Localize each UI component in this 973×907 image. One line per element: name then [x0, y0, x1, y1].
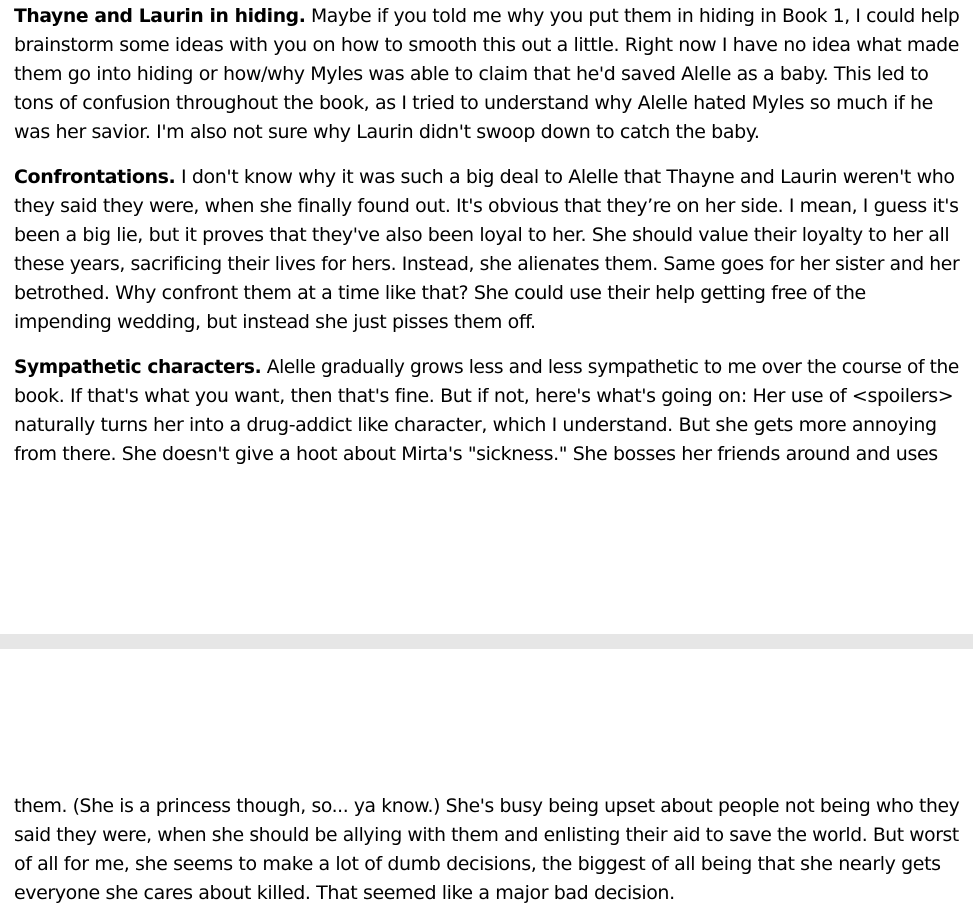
paragraph-line: was her savior. I'm also not sure why Laurin didn't swoop down to catch the baby.: [14, 121, 760, 143]
paragraph-line: from there. She doesn't give a hoot about Mirta's "sickness." She bosses her friends around and uses: [14, 443, 938, 465]
paragraph-continuation: [14, 792, 959, 907]
paragraph-heading: Confrontations.: [14, 166, 176, 188]
paragraph-line: [14, 353, 959, 382]
paragraph-line: them. (She is a princess though, so... ya know.) She's busy being upset about people not being who they: [14, 795, 960, 817]
page-separator: [0, 634, 973, 649]
paragraph-line: them go into hiding or how/why Myles was able to claim that he'd saved Alelle as a baby. This led to: [14, 63, 929, 85]
paragraph-line: impending wedding, but instead she just pisses them off.: [14, 311, 536, 333]
paragraph-heading: Sympathetic characters.: [14, 356, 262, 378]
paragraph-line: of all for me, she seems to make a lot of dumb decisions, the biggest of all being that she nearly gets: [14, 853, 941, 875]
paragraph-sympathetic-characters: [14, 353, 959, 469]
paragraph-confrontations: [14, 163, 959, 337]
paragraph-line: brainstorm some ideas with you on how to smooth this out a little. Right now I have no idea what made: [14, 34, 960, 56]
paragraph-line: naturally turns her into a drug-addict like character, which I understand. But she gets more annoying: [14, 414, 937, 436]
paragraph-line: tons of confusion throughout the book, as I tried to understand why Alelle hated Myles so much if he: [14, 92, 933, 114]
paragraph-line: these years, sacrificing their lives for hers. Instead, she alienates them. Same goes for her sister and her: [14, 253, 960, 275]
paragraph-heading: Thayne and Laurin in hiding.: [14, 5, 306, 27]
paragraph-line: everyone she cares about killed. That seemed like a major bad decision.: [14, 882, 675, 904]
paragraph-text: Maybe if you told me why you put them in hiding in Book 1, I could help: [305, 5, 960, 27]
paragraph-line: they said they were, when she finally found out. It's obvious that they’re on her side. I mean, I guess it's: [14, 195, 959, 217]
document-page-2: [0, 649, 973, 907]
paragraph-line: betrothed. Why confront them at a time like that? She could use their help getting free of the: [14, 282, 866, 304]
paragraph-text: I don't know why it was such a big deal to Alelle that Thayne and Laurin weren't who: [175, 166, 955, 188]
paragraph-thayne-laurin-hiding: [14, 2, 959, 147]
paragraph-line: said they were, when she should be allying with them and enlisting their aid to save the world. But worst: [14, 824, 959, 846]
paragraph-line: been a big lie, but it proves that they've also been loyal to her. She should value their loyalty to her all: [14, 224, 950, 246]
paragraph-line: [14, 2, 960, 31]
paragraph-line: [14, 163, 959, 192]
paragraph-text: Alelle gradually grows less and less sympathetic to me over the course of the: [261, 356, 959, 378]
paragraph-line: book. If that's what you want, then that's fine. But if not, here's what's going on: Her use of <spoilers>: [14, 385, 954, 407]
